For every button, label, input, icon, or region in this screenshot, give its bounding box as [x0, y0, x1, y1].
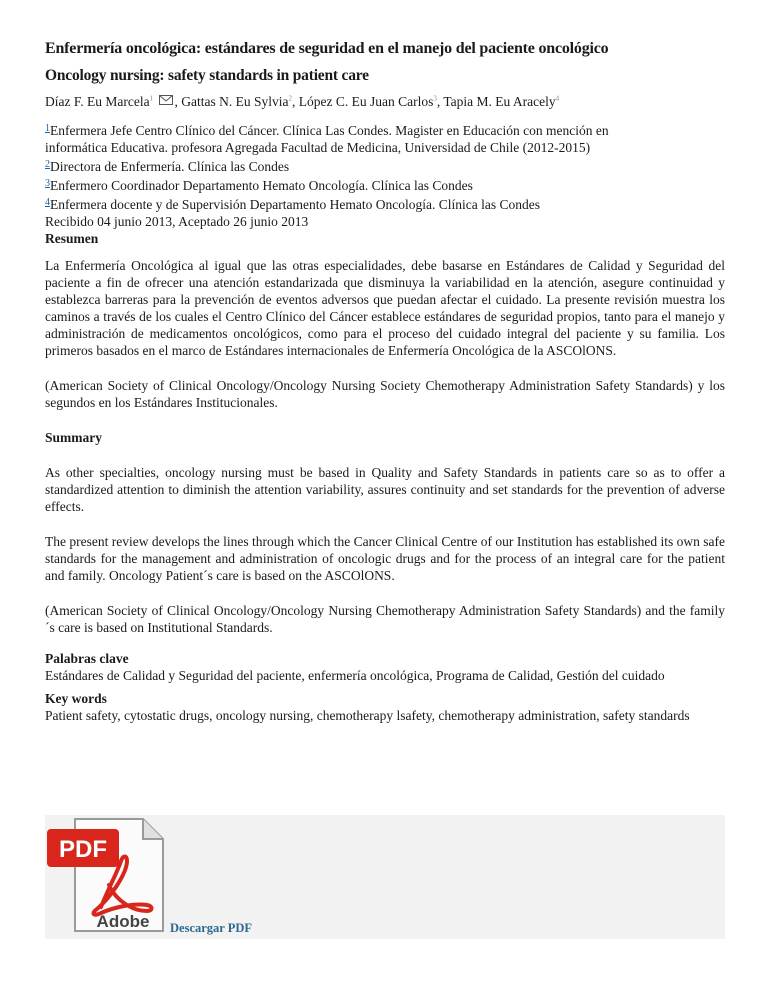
affiliation-4: $^4$Enfermera docente y de Supervisión Departamento Hemato Oncología. Clínica las Condes — [45, 197, 540, 212]
download-pdf-link[interactable]: Descargar PDF — [170, 921, 253, 935]
author-2: , Gattas N. Eu Sylvia — [174, 94, 289, 109]
affiliation-ref-link[interactable]: 3 — [45, 178, 50, 189]
author-3: , López C. Eu Juan Carlos — [292, 94, 434, 109]
author-1: Díaz F. Eu Marcela — [45, 94, 150, 109]
keywords-text: Patient safety, cytostatic drugs, oncology nursing, chemotherapy lsafety, chemotherapy administration, safety standards — [45, 708, 690, 723]
affiliation-2: $^2$Directora de Enfermería. Clínica las Condes — [45, 159, 290, 174]
author-4: , Tapia M. Eu Aracely — [436, 94, 556, 109]
pdf-download-panel — [45, 815, 725, 939]
palabras-clave-text: Estándares de Calidad y Seguridad del paciente, enfermería oncológica, Programa de Calidad, Gestión del cuidado — [45, 668, 665, 683]
envelope-icon[interactable] — [159, 95, 173, 105]
author-1-sup: 1 — [149, 94, 154, 103]
resumen-heading: Resumen — [45, 231, 99, 246]
resumen-paragraph-2: (American Society of Clinical Oncology/Oncology Nursing Society Chemotherapy Administration Safety Standards) y los segundos en los Estándares Institucionales. — [45, 378, 725, 410]
title-english: Oncology nursing: safety standards in patient care — [45, 67, 369, 84]
affiliation-1: $^1$Enfermera Jefe Centro Clínico del Cáncer. Clínica Las Condes. Magister en Educación con mención en — [45, 123, 609, 138]
pdf-badge-text: PDF — [59, 836, 107, 863]
pdf-file-icon[interactable] — [45, 815, 170, 937]
resumen-paragraph-1: La Enfermería Oncológica al igual que las otras especialidades, debe basarse en Estándares de Calidad y Seguridad del paciente a fin de ofrecer una atención estandarizada que disminuya la variabilidad en la atención, asegure continuidad y establezca barreras para la prevención de eventos adversos que puedan afectar el cuidado. La presente revisión muestra los caminos a través de los cuales el Centro Clínico del Cáncer establece estándares de seguridad propios, tanto para el manejo y administración de medicamentos oncológicos, como para el proceso del cuidado integral del paciente y su familia. Los primeros basados en el marco de Estándares internacionales de Enfermería Oncológica de la ASCOlONS. — [45, 258, 725, 358]
author-list — [45, 94, 725, 110]
affiliation-3: $^3$Enfermero Coordinador Departamento Hemato Oncología. Clínica las Condes — [45, 178, 473, 193]
keywords-heading: Key words — [45, 691, 107, 706]
article — [45, 40, 725, 724]
summary-paragraph-2: The present review develops the lines through which the Cancer Clinical Centre of our Institution has established its own safe standards for the management and administration of oncologic drugs and for the process of an integral care for the patient and family. Oncology Patient´s care is based on the ASCOlONS. — [45, 534, 725, 583]
summary-heading: Summary — [45, 430, 102, 445]
author-4-sup: 4 — [555, 94, 560, 103]
affiliation-ref-link[interactable]: 1 — [45, 123, 50, 134]
summary-paragraph-1: As other specialties, oncology nursing must be based in Quality and Safety Standards in patients care so as to offer a standardized attention to diminish the attention variability, assures continuity and set standards for the prevention of adverse effects. — [45, 465, 725, 514]
title-spanish: Enfermería oncológica: estándares de seguridad en el manejo del paciente oncológico — [45, 40, 609, 57]
affiliation-ref-link[interactable]: 4 — [45, 197, 50, 208]
author-2-sup: 2 — [288, 94, 292, 103]
palabras-clave-heading: Palabras clave — [45, 651, 129, 666]
received-date: Recibido 04 junio 2013, Aceptado 26 junio 2013 — [45, 214, 309, 229]
affiliation-ref-link[interactable]: 2 — [45, 159, 50, 170]
author-3-sup: 3 — [433, 94, 437, 103]
affiliation-1-continued: informática Educativa. profesora Agregada Facultad de Medicina, Universidad de Chile (2012-2015) — [45, 140, 591, 155]
adobe-wordmark: Adobe — [96, 912, 150, 931]
summary-paragraph-3: (American Society of Clinical Oncology/Oncology Nursing Chemotherapy Administration Safety Standards) and the family´s care is based on Institutional Standards. — [45, 603, 725, 635]
